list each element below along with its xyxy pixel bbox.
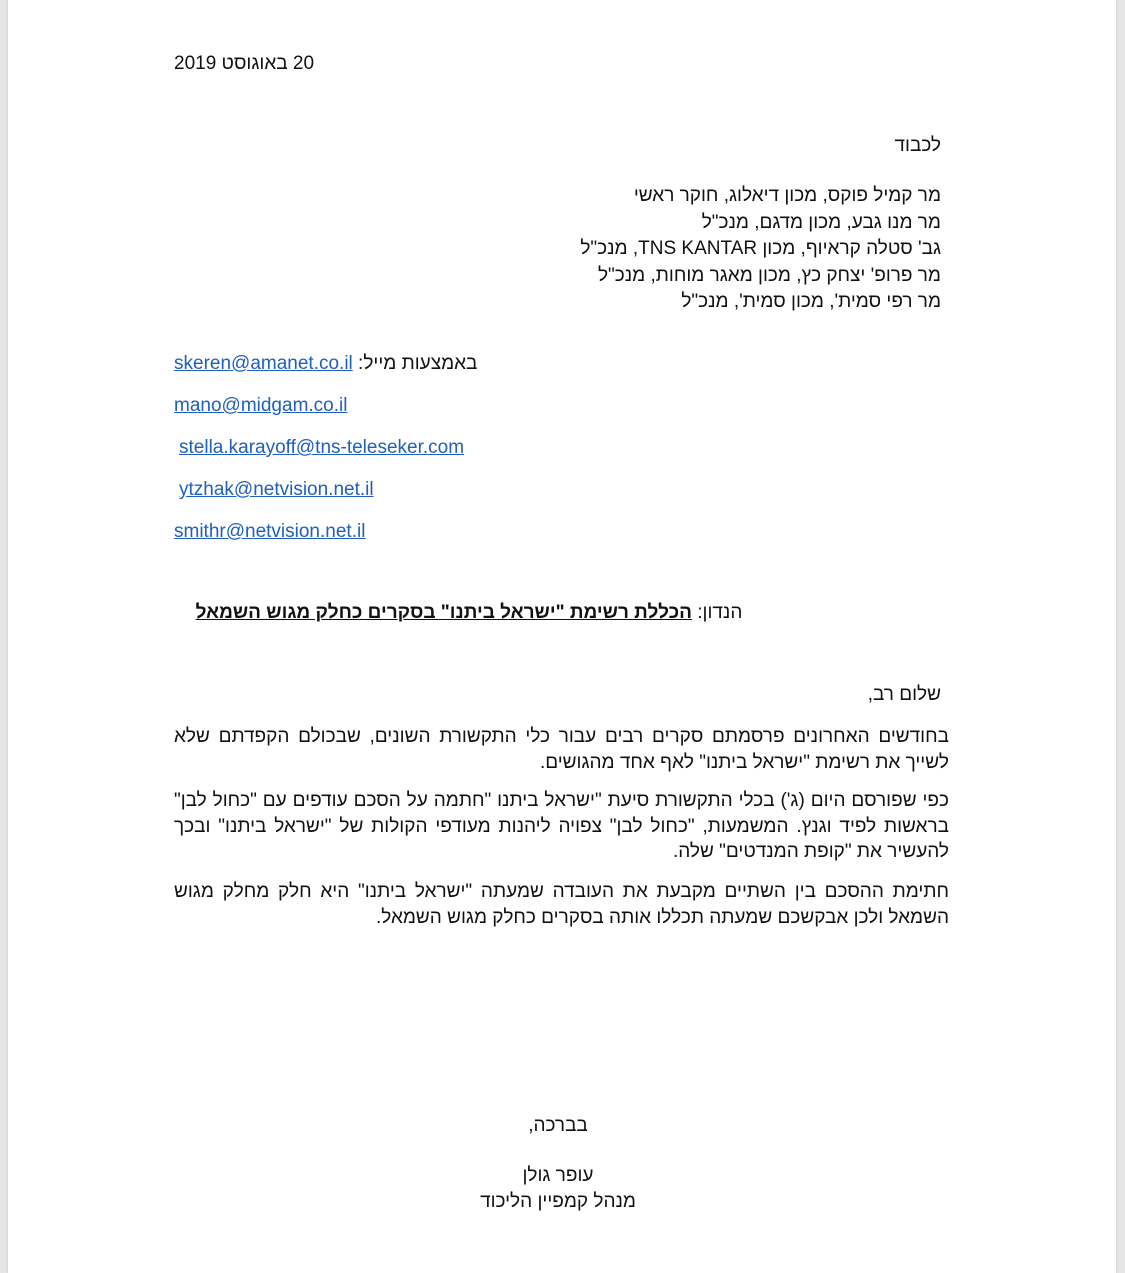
email-row	[174, 395, 347, 417]
email-link[interactable]: skeren@amanet.co.il	[174, 353, 353, 374]
email-row	[179, 479, 374, 501]
email-link[interactable]: smithr@netvision.net.il	[174, 521, 366, 542]
email-link[interactable]: mano@midgam.co.il	[174, 395, 348, 416]
recipient-line: מר קמיל פוקס, מכון דיאלוג, חוקר ראשי	[633, 185, 941, 206]
recipient-line: מר רפי סמית', מכון סמית', מנכ"ל	[681, 291, 941, 312]
subject-line	[108, 602, 830, 624]
body-paragraph: בחודשים האחרונים פרסמתם סקרים רבים עבור כלי התקשורת השונים, שבכולם הקפדתם שלא לשייך את רשימת "ישראל ביתנו" לאף אחד מהגושים.	[174, 726, 949, 773]
email-row	[174, 521, 365, 543]
subject-text: הכללת רשימת "ישראל ביתנו" בסקרים כחלק מגוש השמאל	[195, 602, 692, 623]
subject-label: הנדון:	[697, 602, 743, 623]
body-paragraph: חתימת ההסכם בין השתיים מקבעת את העובדה שמעתה "ישראל ביתנו" היא חלק מחלק מגוש השמאל ולכן אבקשכם שמעתה תכללו אותה בסקרים כחלק מגוש השמאל.	[174, 881, 949, 928]
letter-page	[8, 0, 1116, 1273]
recipient-line: מר מנו גבע, מכון מדגם, מנכ"ל	[701, 211, 941, 233]
signer-title: מנהל קמפיין הליכוד	[480, 1191, 636, 1212]
recipients-list	[521, 183, 941, 316]
honor-line: לכבוד	[894, 135, 941, 156]
via-email-label: באמצעות מייל:	[358, 353, 478, 374]
recipient-line: גב' סטלה קראיוף, מכון TNS KANTAR, מנכ"ל	[580, 238, 941, 259]
email-row	[174, 353, 477, 375]
body-paragraph: כפי שפורסם היום (ג') בכלי התקשורת סיעת "ישראל ביתנו "חתמה על הסכם עודפים עם "כחול לבן" בראשות לפיד וגנץ. המשמעות, "כחול לבן" צפויה ליהנות מעודפי הקולות של "ישראל ביתנו" ובכך להעשיר את "קופת המנדטים" שלה.	[174, 790, 949, 862]
email-row	[179, 437, 464, 459]
closing-blessing: בברכה,	[528, 1115, 588, 1136]
recipient-line: מר פרופ' יצחק כץ, מכון מאגר מוחות, מנכ"ל	[597, 264, 941, 286]
letter-date: 20 באוגוסט 2019	[174, 53, 315, 74]
email-link[interactable]: stella.karayoff@tns-teleseker.com	[179, 437, 465, 458]
signer-name: עופר גולן	[522, 1165, 594, 1186]
greeting: שלום רב,	[867, 684, 941, 705]
email-link[interactable]: ytzhak@netvision.net.il	[179, 479, 374, 500]
